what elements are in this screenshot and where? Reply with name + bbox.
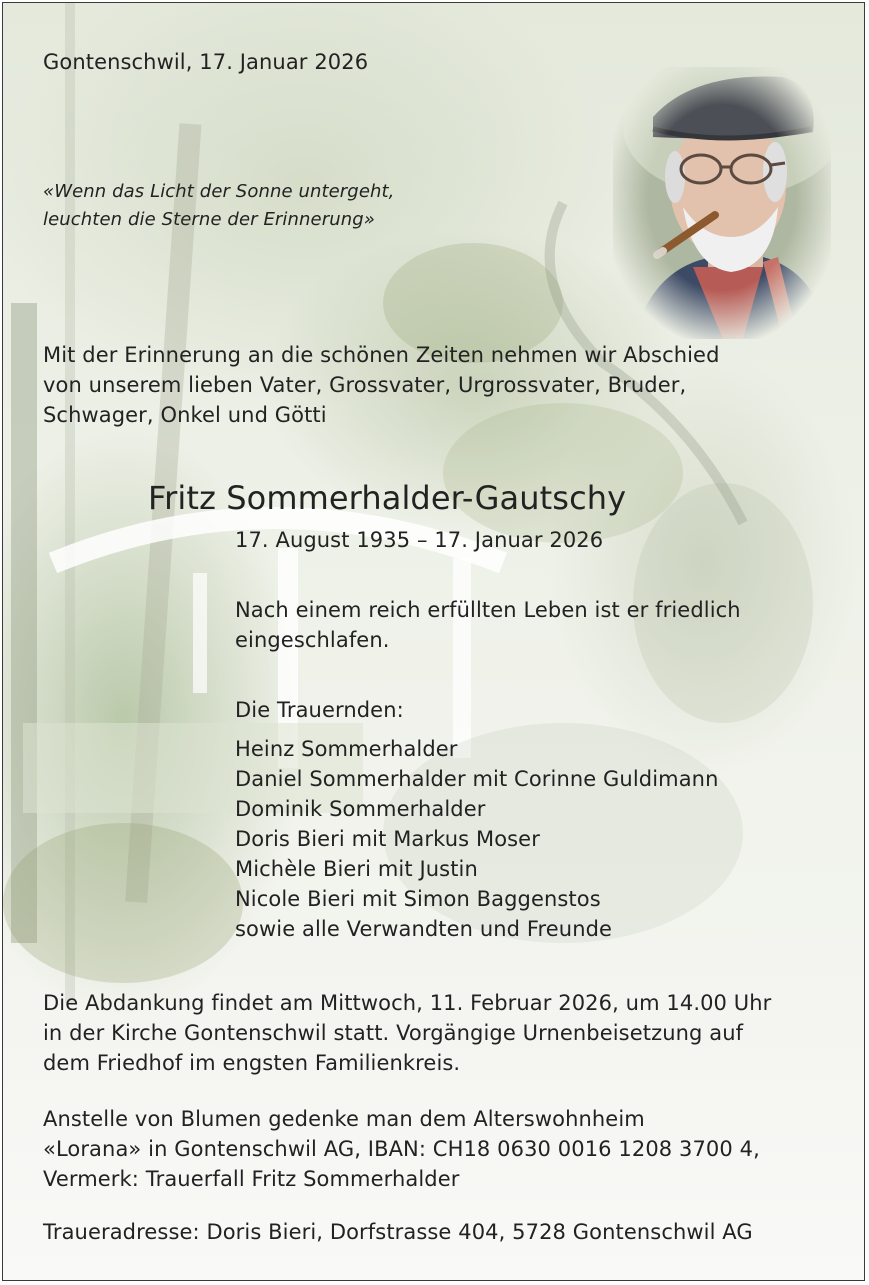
portrait-photo (613, 67, 831, 339)
farewell-intro (43, 340, 720, 430)
mourner-item: Michèle Bieri mit Justin (235, 857, 478, 881)
intro-line: Mit der Erinnerung an die schönen Zeiten nehmen wir Abschied (43, 343, 720, 367)
mourner-item: Dominik Sommerhalder (235, 797, 486, 821)
mourner-item: Heinz Sommerhalder (235, 737, 458, 761)
memorial-quote (43, 178, 395, 234)
obituary-card (2, 2, 865, 1281)
deceased-name: Fritz Sommerhalder-Gautschy (148, 479, 627, 517)
peace-statement (235, 595, 741, 655)
intro-line: Schwager, Onkel und Götti (43, 403, 327, 427)
peace-line: Nach einem reich erfüllten Leben ist er friedlich (235, 598, 741, 622)
mourner-item: sowie alle Verwandten und Freunde (235, 917, 613, 941)
service-line: Die Abdankung findet am Mittwoch, 11. Februar 2026, um 14.00 Uhr (43, 991, 772, 1015)
life-dates: 17. August 1935 – 17. Januar 2026 (235, 528, 604, 552)
donation-info (43, 1104, 760, 1194)
funeral-service-info (43, 988, 771, 1078)
mourners-heading: Die Trauernden: (235, 698, 404, 722)
mourning-address: Traueradresse: Doris Bieri, Dorfstrasse 404, 5728 Gontenschwil AG (43, 1220, 753, 1244)
quote-line: leuchten die Sterne der Erinnerung» (43, 209, 375, 230)
service-line: dem Friedhof im engsten Familienkreis. (43, 1051, 461, 1075)
donation-line: Anstelle von Blumen gedenke man dem Alterswohnheim (43, 1107, 645, 1131)
donation-line: Vermerk: Trauerfall Fritz Sommerhalder (43, 1167, 460, 1191)
intro-line: von unserem lieben Vater, Grossvater, Urgrossvater, Bruder, (43, 373, 687, 397)
mourner-item: Nicole Bieri mit Simon Baggenstos (235, 887, 601, 911)
quote-line: «Wenn das Licht der Sonne untergeht, (43, 181, 395, 202)
mourner-item: Daniel Sommerhalder mit Corinne Guldimann (235, 767, 719, 791)
mourner-item: Doris Bieri mit Markus Moser (235, 827, 540, 851)
place-and-date: Gontenschwil, 17. Januar 2026 (43, 50, 369, 74)
peace-line: eingeschlafen. (235, 628, 390, 652)
mourners-list (235, 734, 718, 944)
donation-line: «Lorana» in Gontenschwil AG, IBAN: CH18 0630 0016 1208 3700 4, (43, 1137, 760, 1161)
service-line: in der Kirche Gontenschwil statt. Vorgängige Urnenbeisetzung auf (43, 1021, 744, 1045)
